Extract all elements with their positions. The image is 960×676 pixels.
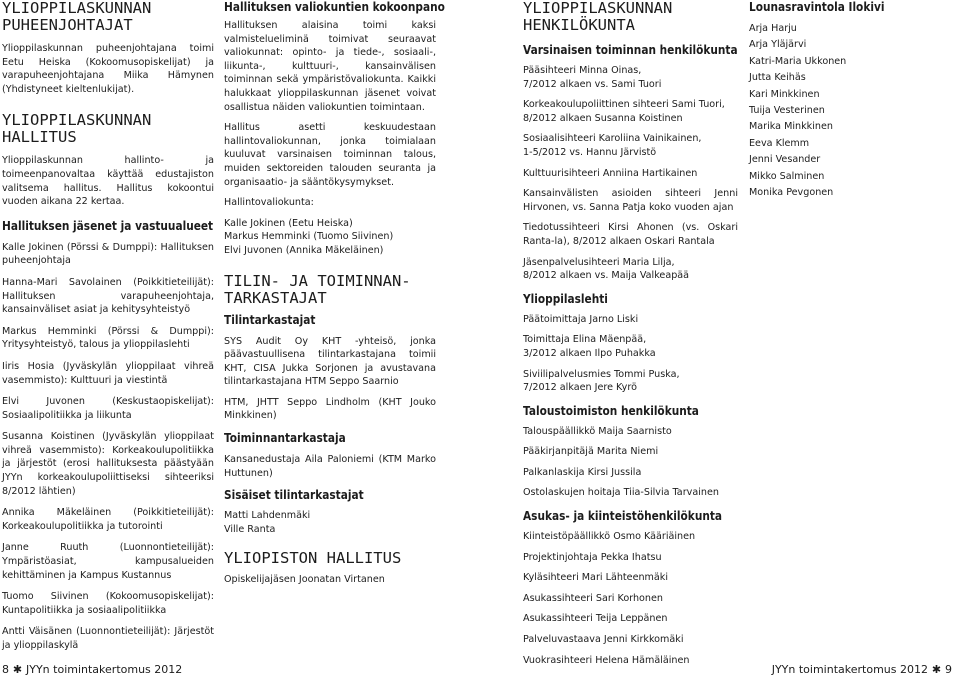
committee-member: Kalle Jokinen (Eetu Heiska)	[224, 217, 353, 229]
page-number-left: 8	[2, 663, 9, 676]
board-member: Markus Hemminki (Pörssi & Dumppi): Yritysyhteistyö, talous ja ylioppilaslehti	[2, 325, 214, 351]
heading-chairs: YLIOPPILASKUNNAN PUHEENJOHTAJAT	[2, 0, 152, 34]
admin-committee-label: Hallintovaliokunta:	[224, 197, 314, 209]
staff-entry: Asukassihteeri Sari Korhonen	[523, 592, 663, 604]
auditors-text: SYS Audit Oy KHT -yhteisö, jonka päävastuullisena tilintarkastajana toimii KHT, CISA Jukka Sorjonen ja avustavana tilintarkastajana HTM Seppo Saarnio	[224, 335, 436, 388]
staff-entry: Palkanlaskija Kirsi Jussila	[523, 466, 642, 478]
heading-housing-staff: Asukas- ja kiinteistöhenkilökunta	[523, 509, 723, 524]
board-member: Tuomo Siivinen (Kokoomusopiskelijat): Kuntapolitiikka ja sosiaalipolitiikka	[2, 591, 214, 616]
staff-entry: Korkeakoulupoliittinen sihteeri Sami Tuori, 8/2012 alkaen Susanna Koistinen	[523, 99, 725, 124]
heading-student-magazine: Ylioppilaslehti	[523, 291, 608, 306]
restaurant-staff-list	[749, 22, 954, 200]
staff-entry: Jäsenpalvelusihteeri Maria Lilja, 8/2012 alkaen vs. Maija Valkeapää	[523, 256, 690, 282]
board-member: Janne Ruuth (Luonnontieteilijät): Ympäristöasiat, kampusalueiden kehittäminen ja Kampus Kustannus	[2, 542, 214, 581]
staff-entry: Jutta Keihäs	[749, 72, 806, 84]
staff-entry: Talouspäällikkö Maija Saarnisto	[523, 425, 672, 437]
board-member: Susanna Koistinen (Jyväskylän ylioppilaat vihreä vasemmisto): Korkeakoulupolitiikka ja järjestöt (erosi hallituksesta päästyään JYYn korkeakoulupoliittiseksi sihteeriksi 8/2012 lähtien)	[2, 431, 214, 497]
heading-board-members: Hallituksen jäsenet ja vastuualueet	[2, 218, 214, 233]
heading-operations-auditor: Toiminnantarkastaja	[224, 431, 346, 446]
university-board-text: Opiskelijajäsen Joonatan Virtanen	[224, 574, 385, 586]
board-member: Hanna-Mari Savolainen (Poikkitieteilijät): Hallituksen varapuheenjohtaja, kansainväliset asiat ja kehitysyhteistyö	[2, 276, 214, 316]
footer-left	[2, 663, 182, 676]
column-restaurant	[749, 0, 954, 200]
staff-entry: Arja Yläjärvi	[749, 39, 807, 51]
staff-entry: Kansainvälisten asioiden sihteeri Jenni Hirvonen, vs. Sanna Patja koko vuoden ajan	[523, 188, 738, 213]
staff-entry: Tuija Vesterinen	[749, 104, 825, 116]
staff-entry: Palveluvastaava Jenni Kirkkomäki	[523, 634, 684, 646]
internal-auditor: Matti Lahdenmäki	[224, 510, 311, 522]
board-member: Annika Mäkeläinen (Poikkitieteilijät): Korkeakoulupolitiikka ja tutorointi	[2, 507, 214, 532]
staff-entry: Projektinjohtaja Pekka Ihatsu	[523, 551, 662, 563]
board-members-list	[2, 241, 214, 653]
finance-staff-list	[523, 425, 738, 500]
staff-entry: Mikko Salminen	[749, 170, 825, 182]
column-committees	[224, 0, 445, 587]
staff-entry: Pääkirjanpitäjä Marita Niemi	[523, 446, 659, 458]
chairs-text: Ylioppilaskunnan puheenjohtajana toimi Eetu Heiska (Kokoomusopiskelijat) ja varapuheenjohtajana Miika Hämynen (Yhdistyneet kieltenlukijat).	[2, 43, 214, 95]
committee-member: Elvi Juvonen (Annika Mäkeläinen)	[224, 244, 384, 256]
staff-entry: Kiinteistöpäällikkö Osmo Kääriäinen	[523, 531, 696, 543]
board-member: Kalle Jokinen (Pörssi & Dumppi): Hallituksen puheenjohtaja	[2, 241, 214, 267]
footer-right	[772, 663, 952, 676]
heading-board: YLIOPPILASKUNNAN HALLITUS	[2, 111, 152, 147]
heading-auditors-sub: Tilintarkastajat	[224, 312, 316, 327]
asterisk-icon: ✱	[12, 663, 23, 676]
auditors-text-2: HTM, JHTT Seppo Lindholm (KHT Jouko Minkkinen)	[224, 396, 436, 422]
asterisk-icon: ✱	[931, 663, 942, 676]
column-board	[2, 0, 214, 653]
board-member: Iiris Hosia (Jyväskylän ylioppilaat vihreä vasemmisto): Kulttuuri ja viestintä	[2, 360, 214, 386]
staff-entry: Ostolaskujen hoitaja Tiia-Silvia Tarvainen	[523, 487, 719, 499]
board-member: Elvi Juvonen (Keskustaopiskelijat): Sosiaalipolitiikka ja liikunta	[2, 396, 214, 421]
staff-entry: Katri-Maria Ukkonen	[749, 55, 847, 67]
heading-committees: Hallituksen valiokuntien kokoonpano	[224, 0, 445, 14]
staff-entry: Pääsihteeri Minna Oinas, 7/2012 alkaen vs. Sami Tuori	[523, 65, 662, 90]
column-staff	[523, 0, 738, 667]
staff-entry: Asukassihteeri Teija Leppänen	[523, 613, 668, 625]
staff-entry: Tiedotussihteeri Kirsi Ahonen (vs. Oskari Ranta-la), 8/2012 alkaen Oskari Rantala	[523, 222, 738, 247]
staff-entry: Kyläsihteeri Mari Lähteenmäki	[523, 572, 668, 584]
heading-auditors: TILIN- JA TOIMINNAN- TARKASTAJAT	[224, 271, 411, 307]
staff-entry: Päätoimittaja Jarno Liski	[523, 313, 639, 325]
staff-entry: Arja Harju	[749, 23, 797, 34]
staff-entry: Vuokrasihteeri Helena Hämäläinen	[523, 654, 690, 666]
main-staff-list	[523, 64, 738, 283]
admin-committee-list	[224, 217, 436, 258]
staff-entry: Toimittaja Elina Mäenpää, 3/2012 alkaen Ilpo Puhakka	[523, 334, 656, 359]
heading-finance-staff: Taloustoimiston henkilökunta	[523, 403, 699, 418]
board-member: Antti Väisänen (Luonnontieteilijät): Järjestöt ja ylioppilaskylä	[2, 626, 214, 651]
housing-staff-list	[523, 530, 738, 667]
internal-auditor: Ville Ranta	[224, 523, 276, 535]
board-text: Ylioppilaskunnan hallinto- ja toimeenpanovaltaa käyttää edustajiston valitsema hallitus. Hallitus kokoontui vuoden aikana 22 kertaa.	[2, 155, 214, 208]
admin-committee-text: Hallitus asetti keskuudestaan hallintovaliokunnan, jonka toimialaan kuuluvat varsinaisen toiminnan talous, muiden sektoreiden talouden seuranta ja organisaatio- ja sääntökysymykset.	[224, 122, 436, 188]
staff-entry: Jenni Vesander	[749, 154, 821, 166]
footer-title-left: JYYn toimintakertomus 2012	[26, 663, 183, 676]
heading-university-board: YLIOPISTON HALLITUS	[224, 549, 402, 568]
staff-entry: Marika Minkkinen	[749, 121, 833, 133]
heading-staff: YLIOPPILASKUNNAN HENKILÖKUNTA	[523, 0, 673, 34]
staff-entry: Monika Pevgonen	[749, 186, 834, 198]
staff-entry: Siviilipalvelusmies Tommi Puska, 7/2012 alkaen Jere Kyrö	[523, 368, 680, 394]
staff-entry: Eeva Klemm	[749, 137, 810, 149]
committee-member: Markus Hemminki (Tuomo Siivinen)	[224, 231, 394, 243]
magazine-staff-list	[523, 313, 738, 395]
staff-entry: Kulttuurisihteeri Anniina Hartikainen	[523, 167, 698, 179]
footer-title-right: JYYn toimintakertomus 2012	[771, 663, 928, 676]
heading-internal-auditors: Sisäiset tilintarkastajat	[224, 488, 364, 503]
committees-text: Hallituksen alaisina toimi kaksi valmistelueliminä toimivat seuraavat valiokunnat: opinto- ja tiede-, sosiaali-, liikunta-, kulttuuri-, kansainvälisen toiminnan sekä ympäristövaliokunta. Kaikki halukkaat ylioppilaskunnan jäsenet voivat osallistua näiden valiokuntien toimintaan.	[224, 20, 436, 113]
staff-entry: Kari Minkkinen	[749, 88, 820, 100]
internal-auditors-list	[224, 509, 436, 536]
page-number-right: 9	[945, 663, 952, 676]
staff-entry: Sosiaalisihteeri Karoliina Vainikainen, 1-5/2012 vs. Hannu Järvistö	[523, 133, 702, 158]
heading-main-staff: Varsinaisen toiminnan henkilökunta	[523, 43, 738, 57]
operations-auditor-text: Kansanedustaja Aila Paloniemi (KTM Marko Huttunen)	[224, 454, 436, 479]
heading-restaurant: Lounasravintola Ilokivi	[749, 0, 885, 14]
